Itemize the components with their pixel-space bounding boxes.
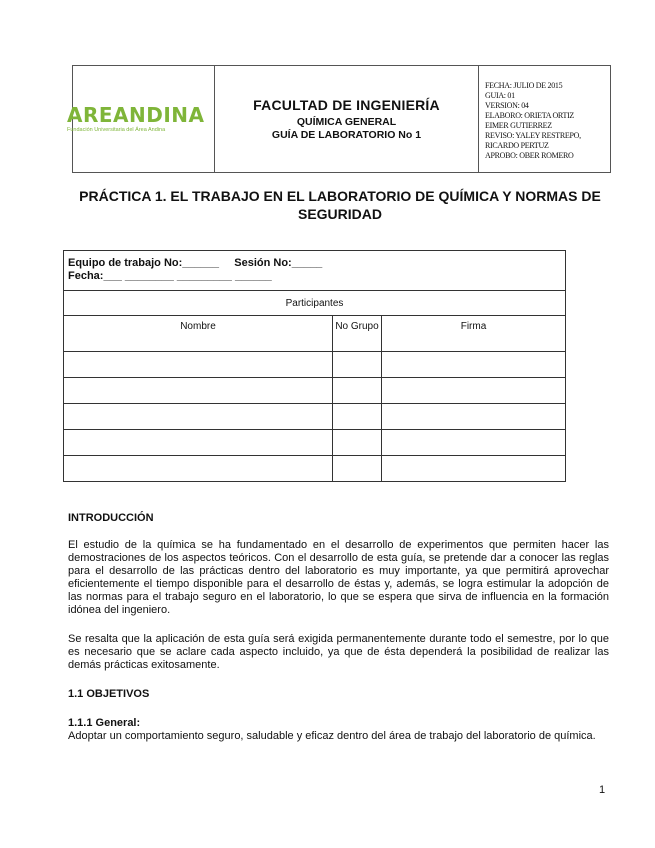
team-label: Equipo de trabajo No:______	[68, 257, 219, 269]
meta-reviewer-2: RICARDO PERTUZ	[485, 141, 549, 150]
objectives-heading: 1.1 OBJETIVOS	[68, 688, 150, 700]
meta-author-2: EIMER GUTIERREZ	[485, 121, 552, 130]
group-cell[interactable]	[333, 378, 382, 404]
page-number: 1	[599, 784, 606, 796]
participants-row	[64, 291, 566, 316]
meta-guide: GUIA: 01	[485, 91, 515, 100]
team-cell[interactable]	[64, 251, 566, 291]
meta-reviewer: REVISO: YALEY RESTREPO,	[485, 131, 581, 140]
participants-label: Participantes	[64, 291, 566, 316]
col-grupo-label: No Grupo	[335, 321, 379, 332]
table-row	[64, 456, 566, 482]
meta-approver: APROBO: OBER ROMERO	[485, 151, 574, 160]
name-cell[interactable]	[64, 404, 333, 430]
col-nombre: Nombre	[64, 316, 333, 352]
intro-heading: INTRODUCCIÓN	[68, 512, 154, 524]
name-cell[interactable]	[64, 456, 333, 482]
col-firma: Firma	[382, 316, 566, 352]
group-cell[interactable]	[333, 456, 382, 482]
table-row	[64, 378, 566, 404]
date-label: Fecha:___ ________ _________ ______	[68, 270, 272, 282]
intro-paragraph-2: Se resalta que la aplicación de esta guía será exigida permanentemente durante todo el semestre, por lo que es necesario que se aclare cada aspecto incluido, ya que de ésta dependerá la posibilidad de realizar las demás prácticas exitosamente.	[68, 633, 609, 671]
guide-name: GUÍA DE LABORATORIO No 1	[271, 129, 422, 141]
general-objective-text: Adoptar un comportamiento seguro, saludable y eficaz dentro del área de trabajo del laboratorio de química.	[68, 730, 596, 742]
intro-paragraph-1: El estudio de la química se ha fundamentado en el desarrollo de experimentos que permiten hacer las demostraciones de los aspectos teóricos. Con el desarrollo de esta guía, se pretende dar a conocer las reglas para el desarrollo de las prácticas dentro del laboratorio es muy importante, ya que permitirá aprovechar eficientemente el tiempo disponible para el desarrollo de éstas y, además, se logra estimular la adopción de las normas para el trabajo seguro en el laboratorio, lo que se espera que sirva de influencia en la formación idónea del ingeniero.	[68, 539, 609, 616]
meta-version: VERSION: 04	[485, 101, 529, 110]
group-cell[interactable]	[333, 404, 382, 430]
attendance-table	[63, 250, 566, 482]
table-row	[64, 352, 566, 378]
meta-author: ELABORO: ORIETA ORTIZ	[485, 111, 575, 120]
document-header	[67, 65, 611, 173]
name-cell[interactable]	[64, 430, 333, 456]
group-cell[interactable]	[333, 352, 382, 378]
general-objective-heading: 1.1.1 General:	[68, 717, 141, 729]
session-label: Sesión No:_____	[234, 257, 323, 269]
signature-cell[interactable]	[382, 430, 566, 456]
column-header-row	[64, 316, 566, 352]
logo-subtitle: Fundación Universitaria del Área Andina	[67, 127, 166, 133]
header-meta-cell	[479, 66, 610, 172]
table-row	[64, 404, 566, 430]
header-title-cell	[215, 66, 479, 172]
table-row	[64, 430, 566, 456]
areandina-logo: AREANDINA	[67, 103, 205, 127]
signature-cell[interactable]	[382, 404, 566, 430]
col-grupo	[333, 316, 382, 352]
signature-cell[interactable]	[382, 456, 566, 482]
subject-name: QUÍMICA GENERAL	[296, 116, 397, 128]
signature-cell[interactable]	[382, 378, 566, 404]
name-cell[interactable]	[64, 352, 333, 378]
practice-title: PRÁCTICA 1. EL TRABAJO EN EL LABORATORIO DE QUÍMICA Y NORMAS DE SEGURIDAD	[79, 188, 601, 222]
name-cell[interactable]	[64, 378, 333, 404]
logo-cell	[67, 66, 215, 172]
group-cell[interactable]	[333, 430, 382, 456]
faculty-name: FACULTAD DE INGENIERÍA	[253, 97, 440, 113]
meta-date: FECHA: JULIO DE 2015	[485, 81, 563, 90]
signature-cell[interactable]	[382, 352, 566, 378]
team-row	[64, 251, 566, 291]
